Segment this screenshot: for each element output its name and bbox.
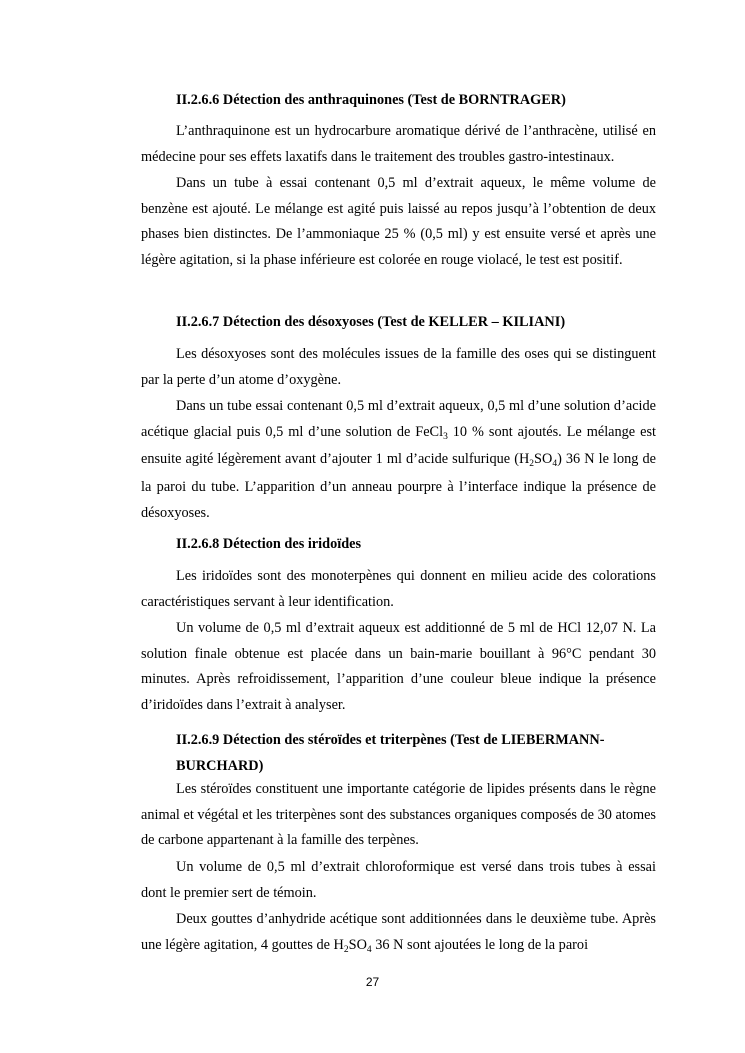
section-heading-steroides-triterpenes: II.2.6.9 Détection des stéroïdes et triterpènes (Test de LIEBERMANN-BURCHARD) <box>176 732 605 774</box>
section-heading-iridoides: II.2.6.8 Détection des iridoïdes <box>176 536 362 552</box>
page-number: 27 <box>365 975 380 989</box>
paragraph-borntrager-procedure: Dans un tube à essai contenant 0,5 ml d’extrait aqueux, le même volume de benzène est ajouté. Le mélange est agité puis laissé au repos jusqu’à l’obtention de deux phases bien distinctes. De l’ammoniaque 25 % (0,5 ml) y est ensuite versé et après une légère agitation, si la phase inférieure est colorée en rouge violacé, le test est positif. <box>141 175 656 269</box>
paragraph-iridoides-procedure: Un volume de 0,5 ml d’extrait aqueux est additionné de 5 ml de HCl 12,07 N. La solution finale obtenue est placée dans un bain-marie bouillant à 96°C pendant 30 minutes. Après refroidissement, l’apparition d’une couleur bleue indique la présence d’iridoïdes dans l’extrait à analyser. <box>141 620 656 714</box>
paragraph-anthraquinone-definition: L’anthraquinone est un hydrocarbure aromatique dérivé de l’anthracène, utilisé en médecine pour ses effets laxatifs dans le traitement des troubles gastro-intestinaux. <box>141 123 656 165</box>
section-heading-anthraquinones: II.2.6.6 Détection des anthraquinones (Test de BORNTRAGER) <box>176 92 566 108</box>
section-heading-desoxyoses: II.2.6.7 Détection des désoxyoses (Test de KELLER – KILIANI) <box>176 314 566 330</box>
paragraph-chloroform-extract: Un volume de 0,5 ml d’extrait chloroformique est versé dans trois tubes à essai dont le premier sert de témoin. <box>141 859 656 901</box>
paragraph-liebermann-procedure: Deux gouttes d’anhydride acétique sont additionnées dans le deuxième tube. Après une légère agitation, 4 gouttes de $H_2SO_4$ 36 N sont ajoutées le long de la paroi <box>141 911 656 955</box>
paragraph-desoxyoses-definition: Les désoxyoses sont des molécules issues de la famille des oses qui se distinguent par la perte d’un atome d’oxygène. <box>141 346 656 388</box>
paragraph-steroides-definition: Les stéroïdes constituent une importante catégorie de lipides présents dans le règne animal et végétal et les triterpènes sont des substances organiques composés de 30 atomes de carbone appartenant à la famille des terpènes. <box>141 781 656 849</box>
paragraph-iridoides-definition: Les iridoïdes sont des monoterpènes qui donnent en milieu acide des colorations caractéristiques servant à leur identification. <box>141 568 656 610</box>
paragraph-keller-kiliani-procedure: Dans un tube essai contenant 0,5 ml d’extrait aqueux, 0,5 ml d’une solution d’acide acétique glacial puis 0,5 ml d’une solution de FeCl$_3$ 10 % sont ajoutés. Le mélange est ensuite agité légèrement avant d’ajouter 1 ml d’acide sulfurique $(H_2SO_4)$ 36 N le long de la paroi du tube. L’apparition d’un anneau pourpre à l’interface indique la présence de désoxyoses. <box>141 398 656 521</box>
